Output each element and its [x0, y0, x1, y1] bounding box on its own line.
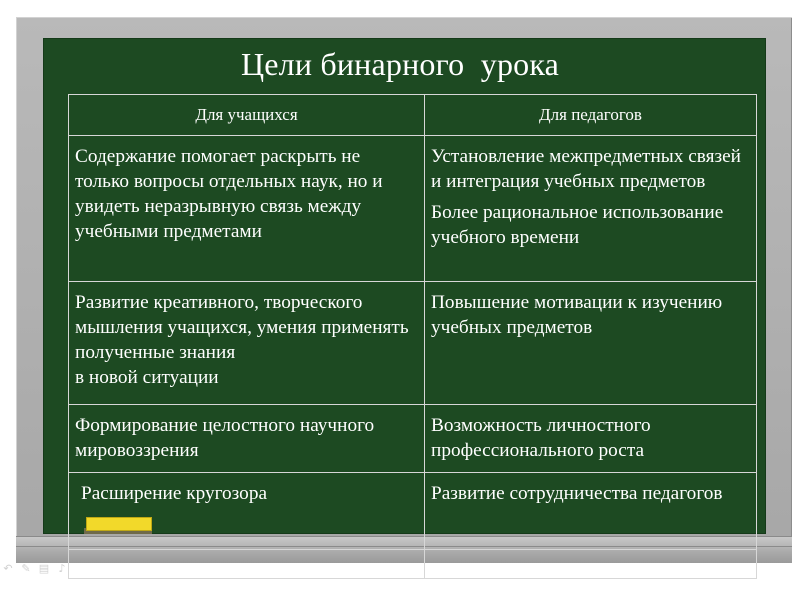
cell-teachers	[425, 282, 757, 405]
cell-text: Содержание помогает раскрыть не только вопросы отдельных наук, но и увидеть неразрывную связь между учебными предметами	[75, 146, 383, 242]
slide-title: Цели бинарного урока	[240, 46, 560, 82]
cell-students	[69, 136, 425, 282]
cell-students	[69, 405, 425, 473]
goals-table	[68, 94, 757, 579]
cell-teachers	[425, 473, 757, 550]
table-row	[69, 405, 757, 473]
header-students: Для учащихся	[69, 95, 425, 136]
table-row	[69, 282, 757, 405]
cell-text: Более рациональное использование учебного времени	[431, 202, 724, 248]
pen-icon[interactable]: ✎	[21, 562, 31, 575]
cell-text: Повышение мотивации к изучению учебных предметов	[431, 292, 723, 338]
cell-teachers	[425, 405, 757, 473]
undo-icon[interactable]: ↶	[3, 562, 13, 575]
table-row	[69, 473, 757, 550]
header-teachers: Для педагогов	[425, 95, 757, 136]
table-row-empty	[69, 550, 757, 579]
volume-icon[interactable]: ♪	[58, 562, 66, 575]
slides-icon[interactable]: ▤	[38, 562, 50, 575]
cell-students	[69, 282, 425, 405]
cell-empty	[69, 550, 425, 579]
cell-text: Возможность личностного профессионального роста	[431, 415, 651, 461]
cell-text: Установление межпредметных связей и интеграция учебных предметов	[431, 146, 741, 192]
cell-empty	[425, 550, 757, 579]
cell-text: Развитие креативного, творческого мышления учащихся, умения применять полученные знания	[75, 292, 409, 363]
cell-students	[69, 473, 425, 550]
table-header-row	[69, 95, 757, 136]
cell-text: Развитие сотрудничества педагогов	[431, 483, 723, 504]
cell-text: Расширение кругозора	[81, 483, 268, 504]
cell-text: в новой ситуации	[75, 367, 219, 388]
cell-teachers	[425, 136, 757, 282]
table-row	[69, 136, 757, 282]
cell-text: Формирование целостного научного мировоззрения	[75, 415, 375, 461]
slide-toolbar	[2, 563, 68, 577]
